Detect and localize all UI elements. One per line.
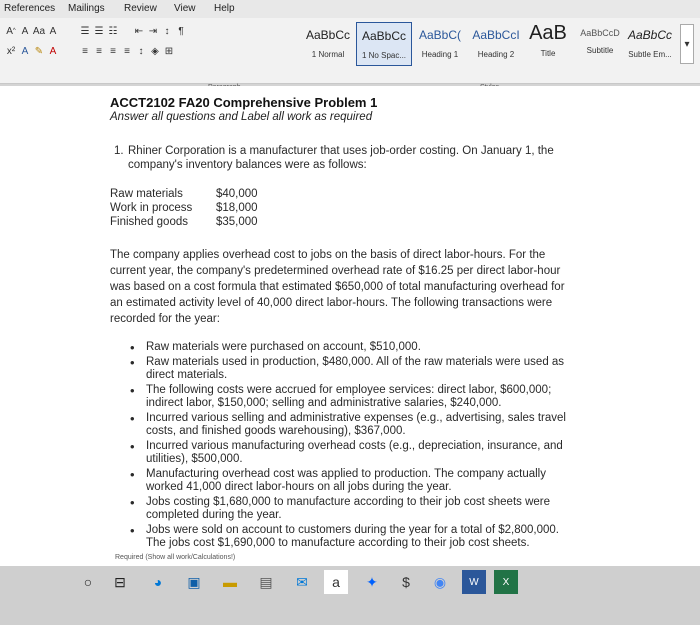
clear-format-icon[interactable]: A [49, 25, 57, 37]
list-item: • Manufacturing overhead cost was applied to production. The company actually worked 41,000 direct labor-hours on all jobs during the year. [130, 468, 580, 495]
style-preview: AaBbCcD [580, 28, 620, 38]
text-effects-icon[interactable]: A [21, 45, 29, 57]
list-item: • Incurred various manufacturing overhead costs (e.g., depreciation, insurance, and utilities), $500,000. [130, 440, 580, 467]
menu-view[interactable]: View [174, 3, 196, 14]
menu-references[interactable]: References [4, 3, 56, 14]
align-left-icon[interactable]: ≡ [82, 45, 88, 57]
bullets-icon[interactable]: ☰ [80, 25, 90, 37]
align-right-icon[interactable]: ≡ [110, 45, 116, 57]
question-1 [114, 144, 580, 172]
inv-value: $40,000 [216, 188, 258, 200]
grow-font-icon[interactable]: A ^ [6, 25, 16, 37]
list-item: • The following costs were accrued for employee services: direct labor, $600,000; indirect labor, $150,000; selling and administrative salaries, $240,000. [130, 384, 580, 411]
style-preview: AaBbCc [627, 28, 673, 42]
inv-value: $18,000 [216, 202, 258, 214]
multilevel-icon[interactable]: ☷ [108, 25, 118, 37]
sort-icon[interactable]: ↕ [164, 25, 170, 37]
pilcrow-icon[interactable]: ¶ [178, 25, 184, 37]
style-name: Heading 1 [421, 50, 459, 59]
taskbar [0, 566, 700, 625]
align-center-icon[interactable]: ≡ [96, 45, 102, 57]
task-view-icon[interactable]: ⊟ [114, 573, 126, 590]
mail-icon[interactable]: ✉ [296, 573, 308, 590]
document-page[interactable] [0, 86, 700, 566]
style-name: 1 No Spac... [361, 51, 407, 60]
shrink-font-icon[interactable]: A [21, 25, 29, 37]
file-explorer-icon[interactable]: ▬ [223, 574, 237, 590]
ribbon [0, 18, 700, 84]
overhead-paragraph: The company applies overhead cost to jobs on the basis of direct labor-hours. For the current year, the company's predetermined overhead rate of $16.25 per direct labor-hour was based on a cost formula that estimated $650,000 of total manufacturing overhead for an estimated activity level of 40,000 direct labor-hours. The following transactions were recorded for the year: [110, 249, 565, 325]
doc-title: ACCT2102 FA20 Comprehensive Problem 1 [110, 95, 378, 110]
style-preview: AaBbC( [418, 28, 462, 42]
style-heading-2[interactable] [468, 22, 524, 66]
inv-value: $35,000 [216, 216, 258, 228]
style-preview: AaBbCc [305, 28, 351, 42]
inventory-table [110, 187, 580, 229]
style-preview: AaBbCc [361, 29, 407, 43]
menu-help[interactable]: Help [214, 3, 235, 14]
style-subtle-emphasis[interactable] [624, 22, 676, 66]
excel-icon[interactable]: X [494, 570, 518, 594]
style-preview: AaB [529, 22, 567, 44]
style-name: Heading 2 [477, 50, 515, 59]
store-icon[interactable]: ▤ [259, 573, 273, 590]
inv-label: Work in process [110, 202, 193, 214]
inv-label: Raw materials [110, 188, 183, 200]
list-item: • Jobs were sold on account to customers during the year for a total of $2,800,000. The jobs cost $1,690,000 to manufacture according to their job cost sheets. [130, 524, 580, 551]
edge-icon[interactable]: ◕ [153, 574, 163, 590]
superscript-icon[interactable]: x² [6, 45, 16, 57]
inv-label: Finished goods [110, 216, 188, 228]
list-item: • Incurred various selling and administrative expenses (e.g., advertising, sales travel costs, and finished goods warehousing), $367,000. [130, 412, 580, 439]
question-number: 1. [114, 145, 124, 157]
list-item: • Jobs costing $1,680,000 to manufacture according to their job cost sheets were completed during the year. [130, 496, 580, 523]
change-case-icon[interactable]: Aa [32, 25, 46, 37]
style-title[interactable] [520, 22, 576, 66]
decrease-indent-icon[interactable]: ⇤ [134, 25, 144, 37]
style-normal[interactable] [300, 22, 356, 66]
style-name: Subtitle [586, 46, 614, 55]
amazon-icon[interactable]: a [324, 570, 348, 594]
list-item: • Raw materials used in production, $480,000. All of the raw materials were used as direct materials. [130, 356, 580, 383]
photos-icon[interactable]: ▣ [187, 573, 201, 590]
style-name: Title [540, 49, 556, 58]
style-name: Subtle Em... [628, 50, 672, 59]
money-icon[interactable]: $ [402, 574, 410, 590]
justify-icon[interactable]: ≡ [124, 45, 130, 57]
transactions-list [130, 341, 580, 551]
style-preview: AaBbCcI [472, 28, 520, 42]
required-label: Required (Show all work/Calculations!) [115, 554, 236, 561]
word-icon[interactable]: W [462, 570, 486, 594]
styles-scroll-icon[interactable]: ▾ [680, 24, 694, 64]
shading-icon[interactable]: ◈ [151, 45, 159, 57]
highlight-icon[interactable]: ✎ [34, 45, 44, 57]
menu-review[interactable]: Review [124, 3, 157, 14]
doc-subtitle: Answer all questions and Label all work as required [110, 111, 373, 123]
style-name: 1 Normal [311, 50, 345, 59]
style-subtitle[interactable] [572, 22, 628, 66]
menu-mailings[interactable]: Mailings [68, 3, 105, 14]
font-tools-row1 [4, 24, 188, 38]
chrome-icon[interactable]: ◉ [433, 573, 447, 590]
search-icon[interactable]: ○ [83, 574, 93, 590]
line-spacing-icon[interactable]: ↕ [138, 45, 144, 57]
increase-indent-icon[interactable]: ⇥ [148, 25, 158, 37]
dropbox-icon[interactable]: ✦ [366, 573, 378, 590]
numbering-icon[interactable]: ☰ [94, 25, 104, 37]
font-tools-row2 [4, 44, 176, 58]
style-no-spacing[interactable] [356, 22, 412, 66]
question-intro: Rhiner Corporation is a manufacturer that uses job-order costing. On January 1, the company's inventory balances were as follows: [128, 145, 554, 171]
list-item: • Raw materials were purchased on account, $510,000. [130, 341, 580, 355]
style-heading-1[interactable] [412, 22, 468, 66]
document-body [110, 96, 580, 552]
font-color-icon[interactable]: A [49, 45, 57, 57]
borders-icon[interactable]: ⊞ [164, 45, 174, 57]
menu-bar [0, 0, 700, 18]
